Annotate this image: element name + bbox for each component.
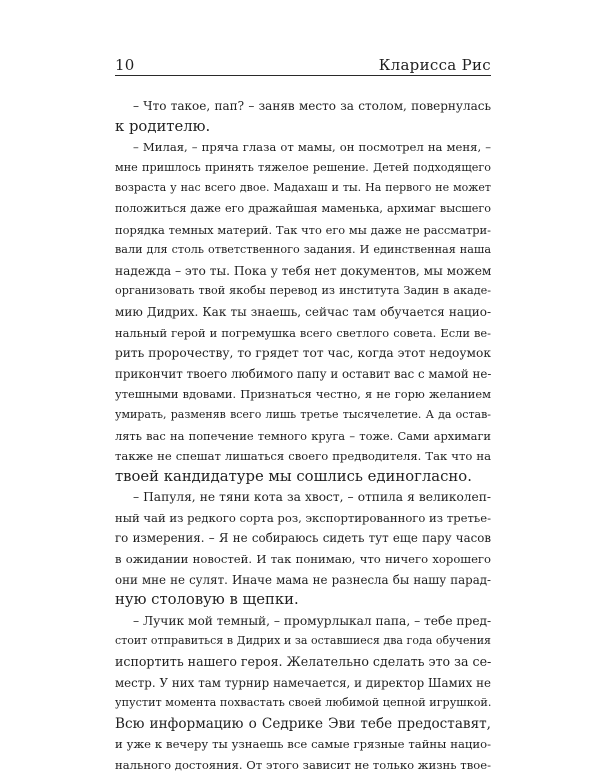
- text-line: ный чай из редкого сорта роз, экспортированного из третье-: [115, 510, 491, 525]
- text-line: надежда – это ты. Пока у тебя нет документов, мы можем: [115, 263, 491, 278]
- text-line: рить пророчеству, то грядет тот час, когда этот недоумок: [115, 346, 491, 361]
- text-line: – Что такое, пап? – заняв место за столом, повернулась: [133, 99, 491, 113]
- running-head-author: Кларисса Рис: [378, 56, 491, 74]
- text-line: местр. У них там турнир намечается, и директор Шамих не: [115, 675, 491, 690]
- text-line: твоей кандидатуре мы сошлись единогласно.: [115, 467, 472, 485]
- text-line: к родителю.: [115, 117, 211, 135]
- page-header: [115, 48, 491, 74]
- book-page: [115, 0, 491, 772]
- text-line: возраста у нас всего двое. Мадахаш и ты. На первого не может: [115, 181, 491, 195]
- text-line: стоит отправиться в Дидрих и за оставшиеся два года обучения: [115, 634, 491, 648]
- body-text: [115, 96, 491, 776]
- page-number: 10: [115, 56, 135, 74]
- text-line: вали для столь ответственного задания. И единственная наша: [115, 243, 491, 257]
- text-line: и уже к вечеру ты узнаешь все самые грязные тайны нацио-: [115, 737, 491, 752]
- text-line: в ожидании новостей. И так понимаю, что ничего хорошего: [115, 552, 491, 567]
- text-line: – Милая, – пряча глаза от мамы, он посмотрел на меня, –: [133, 140, 491, 155]
- text-line: мне пришлось принять тяжелое решение. Детей подходящего: [115, 160, 491, 174]
- text-line: положиться даже его дражайшая маменька, архимаг высшего: [115, 201, 491, 215]
- text-line: го измерения. – Я не собираюсь сидеть тут еще пару часов: [115, 531, 491, 546]
- text-line: также не спешат лишаться своего предводителя. Так что на: [115, 449, 491, 464]
- text-line: прикончит твоего любимого папу и оставит вас с мамой не-: [115, 366, 491, 381]
- text-line: упустит момента похвастать своей любимой цепной игрушкой.: [115, 696, 491, 710]
- text-line: организовать твой якобы перевод из института Задин в акаде-: [115, 284, 491, 298]
- text-line: порядка темных материй. Так что его мы даже не рассматри-: [115, 222, 491, 237]
- text-line: нального достояния. От этого зависит не только жизнь твое-: [115, 758, 491, 772]
- text-line: – Папуля, не тяни кота за хвост, – отпила я великолеп-: [133, 490, 491, 505]
- text-line: лять вас на попечение темного круга – тоже. Сами архимаги: [115, 428, 491, 443]
- text-line: утешными вдовами. Признаться честно, я не горю желанием: [115, 387, 491, 402]
- text-line: – Лучик мой темный, – промурлыкал папа, – тебе пред-: [133, 613, 491, 628]
- text-line: мию Дидрих. Как ты знаешь, сейчас там обучается нацио-: [115, 304, 491, 319]
- text-line: нальный герой и погремушка всего светлого совета. Если ве-: [115, 325, 491, 340]
- text-line: Всю информацию о Седрике Эви тебе предоставят,: [115, 715, 491, 732]
- text-line: умирать, разменяв всего лишь третье тысячелетие. А да остав-: [115, 407, 491, 421]
- header-rule: [115, 75, 491, 76]
- text-line: они мне не сулят. Иначе мама не разнесла бы нашу парад-: [115, 572, 491, 587]
- text-line: ную столовую в щепки.: [115, 591, 299, 609]
- text-line: испортить нашего героя. Желательно сделать это за се-: [115, 654, 491, 670]
